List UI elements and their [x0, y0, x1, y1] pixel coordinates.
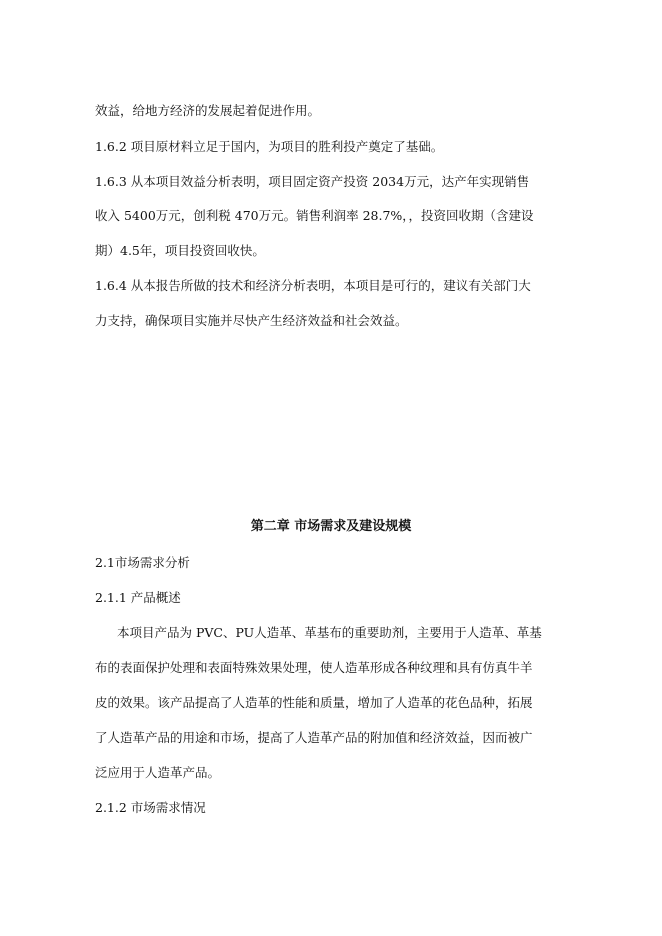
paragraph-line: 皮的效果。该产品提高了人造革的性能和质量，增加了人造革的花色品种，拓展: [95, 695, 533, 710]
subsection-heading: 2.1.2 市场需求情况: [95, 800, 206, 815]
chapter-title: 第二章 市场需求及建设规模: [250, 519, 412, 534]
text-line: 1.6.4 从本报告所做的技术和经济分析表明，本项目是可行的，建议有关部门大: [95, 278, 531, 293]
subsection-heading: 2.1.1 产品概述: [95, 590, 181, 605]
section-heading: 2.1市场需求分析: [95, 555, 190, 570]
text-line: 收入 5400万元，创利税 470万元。销售利润率 28.7%，，投资回收期（含建设: [95, 208, 534, 223]
text-line: 力支持，确保项目实施并尽快产生经济效益和社会效益。: [95, 313, 408, 328]
text-line: 效益，给地方经济的发展起着促进作用。: [95, 103, 321, 118]
paragraph-line: 了人造革产品的用途和市场，提高了人造革产品的附加值和经济效益，因而被广: [95, 730, 533, 745]
paragraph-line: 布的表面保护处理和表面特殊效果处理，使人造革形成各种纹理和具有仿真牛羊: [95, 660, 533, 675]
text-line: 1.6.3 从本项目效益分析表明，项目固定资产投资 2034万元，达产年实现销售: [95, 174, 530, 189]
paragraph-line: 泛应用于人造革产品。: [95, 765, 221, 780]
text-line: 1.6.2 项目原材料立足于国内，为项目的胜利投产奠定了基础。: [95, 139, 444, 154]
text-line: 期）4.5年，项目投资回收快。: [95, 243, 265, 258]
paragraph-line: 本项目产品为 PVC、PU人造革、革基布的重要助剂，主要用于人造革、革基: [117, 625, 542, 640]
